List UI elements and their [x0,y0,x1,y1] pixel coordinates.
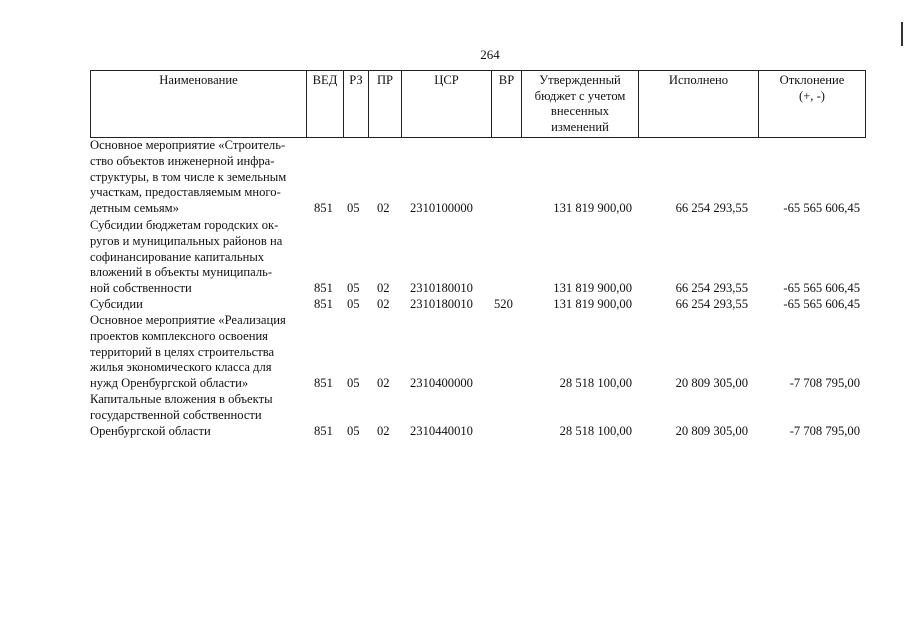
cell-executed: 66 254 293,55 [675,201,748,215]
cell-deviation: -7 708 795,00 [789,424,860,438]
cell-deviation: -7 708 795,00 [789,376,860,390]
header-pr [368,71,401,137]
row-name [90,392,308,439]
cell-csr: 2310440010 [410,424,473,438]
header-ved-label: ВЕД [312,73,338,87]
cell-rz: 05 [347,376,360,390]
cell-ved: 851 [314,376,333,390]
cell-pr: 02 [377,201,390,215]
page-number: 264 [480,47,500,62]
row-name-line: участкам, предоставляемым много- [90,185,281,200]
cell-pr: 02 [377,281,390,295]
header-csr-label: ЦСР [434,73,459,87]
cell-executed: 66 254 293,55 [675,281,748,295]
header-ved [306,71,343,137]
cell-executed: 20 809 305,00 [675,424,748,438]
header-name-label: Наименование [159,73,238,87]
row-name-line: государственной собственности [90,407,262,422]
header-approved-line2: бюджет с учетом [534,88,626,103]
cell-deviation: -65 565 606,45 [783,201,860,215]
cell-approved: 131 819 900,00 [553,297,632,311]
header-deviation-line1: Отклонение [779,73,845,87]
cell-rz: 05 [347,424,360,438]
row-name-line: Оренбургской области [90,423,211,438]
cell-csr: 2310180010 [410,281,473,295]
row-name [90,138,308,217]
cell-rz: 05 [347,281,360,295]
page-edge-mark [901,22,903,46]
header-vr [491,71,521,137]
table-header [90,70,866,138]
cell-ved: 851 [314,297,333,311]
header-vr-label: ВР [498,73,515,87]
row-name-line: Субсидии бюджетам городских ок- [90,218,279,232]
cell-ved: 851 [314,281,333,295]
header-approved-line3: внесенных [550,104,610,118]
cell-approved: 131 819 900,00 [553,281,632,295]
row-name-line: детным семьям» [90,201,179,216]
cell-csr: 2310400000 [410,376,473,390]
cell-executed: 66 254 293,55 [675,297,748,311]
cell-approved: 28 518 100,00 [559,376,632,390]
cell-approved: 131 819 900,00 [553,201,632,215]
row-name [90,313,308,392]
cell-ved: 851 [314,201,333,215]
header-approved-line1: Утвержденный [539,73,621,87]
header-rz [343,71,368,137]
row-name-line: проектов комплексного освоения [90,328,268,343]
row-name-line: Капитальные вложения в объекты [90,392,273,406]
row-name-line: нужд Оренбургской области» [90,376,249,391]
header-csr [401,71,491,137]
table-row [90,313,866,392]
cell-ved: 851 [314,424,333,438]
table-row [90,297,866,313]
header-executed-label: Исполнено [668,73,729,87]
cell-rz: 05 [347,201,360,215]
cell-csr: 2310180010 [410,297,473,311]
row-name-line: ругов и муниципальных районов на [90,233,283,248]
header-name [90,71,306,137]
cell-deviation: -65 565 606,45 [783,281,860,295]
table-row [90,138,866,217]
row-name-line: вложений в объекты муниципаль- [90,265,273,280]
row-name-line: ной собственности [90,281,192,296]
cell-pr: 02 [377,376,390,390]
row-name-line: жилья экономического класса для [90,360,272,375]
cell-executed: 20 809 305,00 [675,376,748,390]
cell-approved: 28 518 100,00 [559,424,632,438]
table-row [90,392,866,440]
row-name-line: Субсидии [90,297,143,311]
header-deviation-line2: (+, -) [799,88,825,103]
cell-pr: 02 [377,424,390,438]
row-name-line: ство объектов инженерной инфра- [90,153,275,168]
row-name-line: территорий в целях строительства [90,344,275,359]
header-executed [638,71,758,137]
row-name [90,218,308,297]
header-pr-label: ПР [376,73,394,87]
header-deviation [758,71,866,137]
cell-rz: 05 [347,297,360,311]
cell-deviation: -65 565 606,45 [783,297,860,311]
cell-vr: 520 [494,297,513,311]
row-name [90,297,308,313]
header-rz-label: РЗ [349,73,363,87]
table-row [90,218,866,297]
header-approved [521,71,638,137]
header-approved-line4: изменений [551,119,609,134]
cell-csr: 2310100000 [410,201,473,215]
row-name-line: Основное мероприятие «Реализация [90,313,286,327]
cell-pr: 02 [377,297,390,311]
row-name-line: структуры, в том числе к земельным [90,169,287,184]
row-name-line: софинансирование капитальных [90,249,265,264]
row-name-line: Основное мероприятие «Строитель- [90,138,286,152]
